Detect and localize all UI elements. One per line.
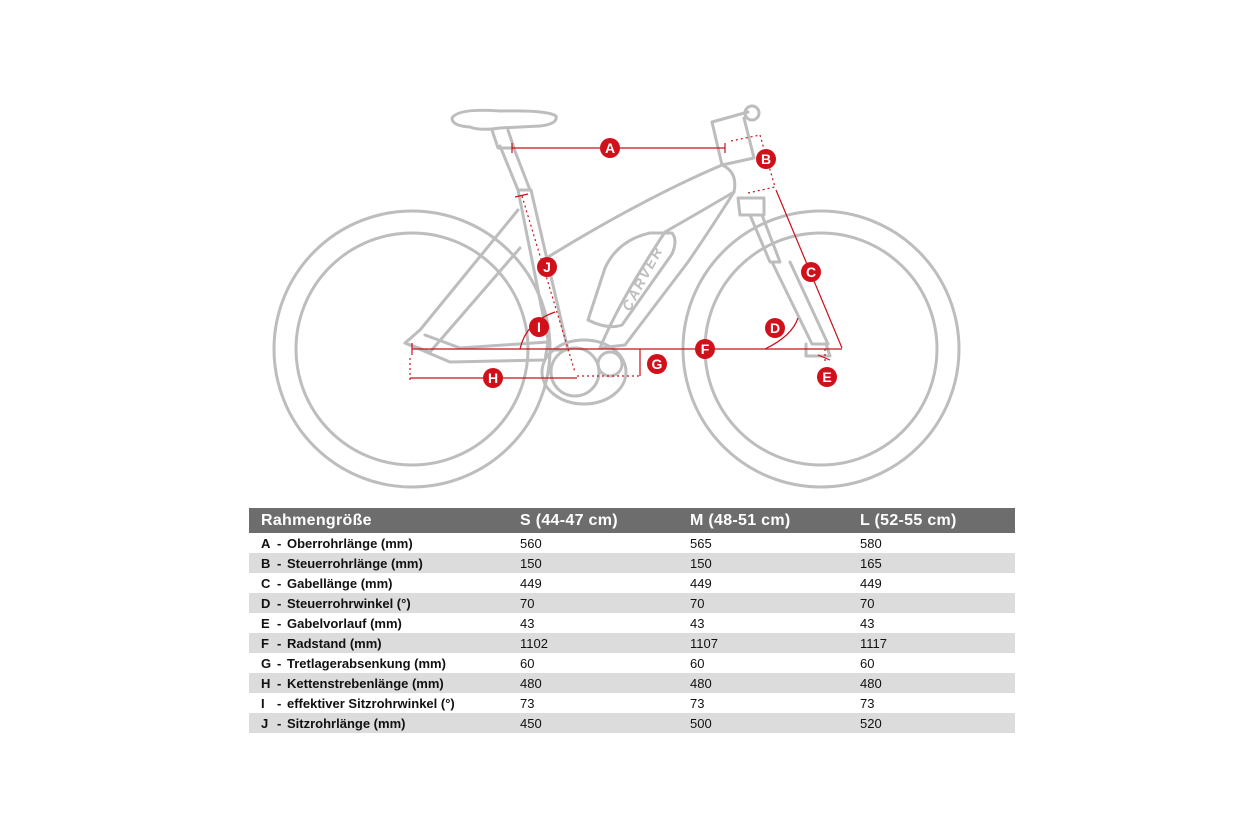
geometry-table [249, 508, 1015, 733]
top-tube [540, 165, 735, 262]
marker-F [695, 339, 715, 359]
row-dash: - [277, 695, 282, 711]
value-l: 43 [860, 615, 875, 631]
value-l: 1117 [850, 633, 1015, 653]
row-dash: - [277, 655, 282, 671]
marker-B [756, 149, 776, 169]
row-label-text: Sitzrohrlänge (mm) [287, 715, 406, 731]
row-dash: - [277, 635, 282, 651]
svg-text:H: H [487, 370, 499, 386]
head-tube [712, 118, 754, 165]
row-dash: - [277, 615, 282, 631]
row-letter: B [261, 555, 271, 571]
value-l: 70 [850, 593, 1015, 613]
bike-frame-drawing [274, 106, 959, 487]
row-label [249, 693, 510, 713]
table-row [249, 693, 1015, 713]
row-label-text: effektiver Sitzrohrwinkel (°) [287, 695, 455, 711]
row-label [249, 653, 510, 673]
header-size-m: M (48-51 cm) [680, 508, 850, 533]
markers [483, 138, 837, 388]
table-row [249, 713, 1015, 733]
row-letter: H [261, 675, 271, 691]
table-row [249, 633, 1015, 653]
row-label-text: Gabelvorlauf (mm) [287, 615, 402, 631]
row-dash: - [277, 595, 282, 611]
table-row [249, 613, 1015, 633]
table-row [249, 593, 1015, 613]
value-l: 60 [860, 655, 875, 671]
row-label-text: Radstand (mm) [287, 635, 382, 651]
row-letter: E [261, 615, 270, 631]
row-letter: J [261, 715, 269, 731]
row-letter: G [261, 655, 272, 671]
value-m: 480 [680, 673, 850, 693]
value-m: 70 [680, 593, 850, 613]
row-letter: I [261, 695, 265, 711]
row-label-text: Gabellänge (mm) [287, 575, 393, 591]
value-s: 449 [520, 575, 542, 591]
value-l: 73 [860, 695, 875, 711]
header-frame-size: Rahmengröße [249, 508, 510, 533]
value-m: 565 [690, 535, 712, 551]
row-label-text: Steuerrohrlänge (mm) [287, 555, 423, 571]
value-s: 560 [520, 535, 542, 551]
row-label [249, 573, 510, 593]
row-dash: - [277, 575, 282, 591]
value-m: 449 [690, 575, 712, 591]
row-label-text: Kettenstrebenlänge (mm) [287, 675, 444, 691]
value-l: 449 [860, 575, 882, 591]
svg-text:C: C [805, 264, 817, 280]
value-s: 70 [510, 593, 680, 613]
seat-stay [405, 210, 520, 352]
value-s: 73 [520, 695, 535, 711]
table-row [249, 573, 1015, 593]
seatpost [492, 130, 514, 148]
row-label [249, 713, 510, 733]
svg-text:I: I [537, 319, 541, 335]
value-m: 1107 [680, 633, 850, 653]
svg-text:J: J [543, 259, 551, 275]
table-row [249, 533, 1015, 553]
row-label [249, 613, 510, 633]
row-label [249, 533, 510, 553]
value-s: 1102 [510, 633, 680, 653]
row-label-text: Steuerrohrwinkel (°) [287, 595, 411, 611]
row-label [249, 673, 510, 693]
value-m: 73 [690, 695, 705, 711]
svg-text:B: B [760, 151, 772, 167]
svg-text:E: E [822, 369, 832, 385]
table-row [249, 653, 1015, 673]
row-letter: D [261, 595, 271, 611]
row-label-text: Tretlagerabsenkung (mm) [287, 655, 446, 671]
value-m: 150 [680, 553, 850, 573]
value-s: 43 [520, 615, 535, 631]
row-label [249, 593, 510, 613]
svg-text:D: D [769, 320, 781, 336]
svg-text:G: G [651, 356, 663, 372]
svg-text:F: F [700, 341, 710, 357]
row-letter: C [261, 575, 271, 591]
row-label [249, 553, 510, 573]
brand-logo: CARVER [618, 243, 667, 314]
value-m: 60 [690, 655, 705, 671]
value-m: 500 [680, 713, 850, 733]
svg-text:A: A [604, 140, 616, 156]
table-header-row [249, 508, 1015, 533]
row-dash: - [277, 535, 282, 551]
row-dash: - [277, 675, 282, 691]
marker-D [765, 318, 785, 338]
marker-I [529, 317, 549, 337]
value-l: 520 [850, 713, 1015, 733]
value-s: 150 [510, 553, 680, 573]
header-size-s: S (44-47 cm) [510, 508, 680, 533]
marker-C [801, 262, 821, 282]
stem [712, 112, 748, 122]
row-dash: - [277, 555, 282, 571]
saddle [452, 110, 556, 129]
marker-J [537, 257, 557, 277]
table-row [249, 553, 1015, 573]
row-letter: A [261, 535, 271, 551]
marker-A [600, 138, 620, 158]
row-letter: F [261, 635, 269, 651]
value-s: 450 [510, 713, 680, 733]
header-size-l: L (52-55 cm) [850, 508, 1015, 533]
marker-E [817, 367, 837, 387]
value-l: 165 [850, 553, 1015, 573]
value-l: 480 [850, 673, 1015, 693]
table-row [249, 673, 1015, 693]
row-dash: - [277, 715, 282, 731]
value-s: 60 [520, 655, 535, 671]
row-label [249, 633, 510, 653]
value-s: 480 [510, 673, 680, 693]
value-m: 43 [690, 615, 705, 631]
marker-G [647, 354, 667, 374]
marker-H [483, 368, 503, 388]
value-l: 580 [860, 535, 882, 551]
row-label-text: Oberrohrlänge (mm) [287, 535, 413, 551]
